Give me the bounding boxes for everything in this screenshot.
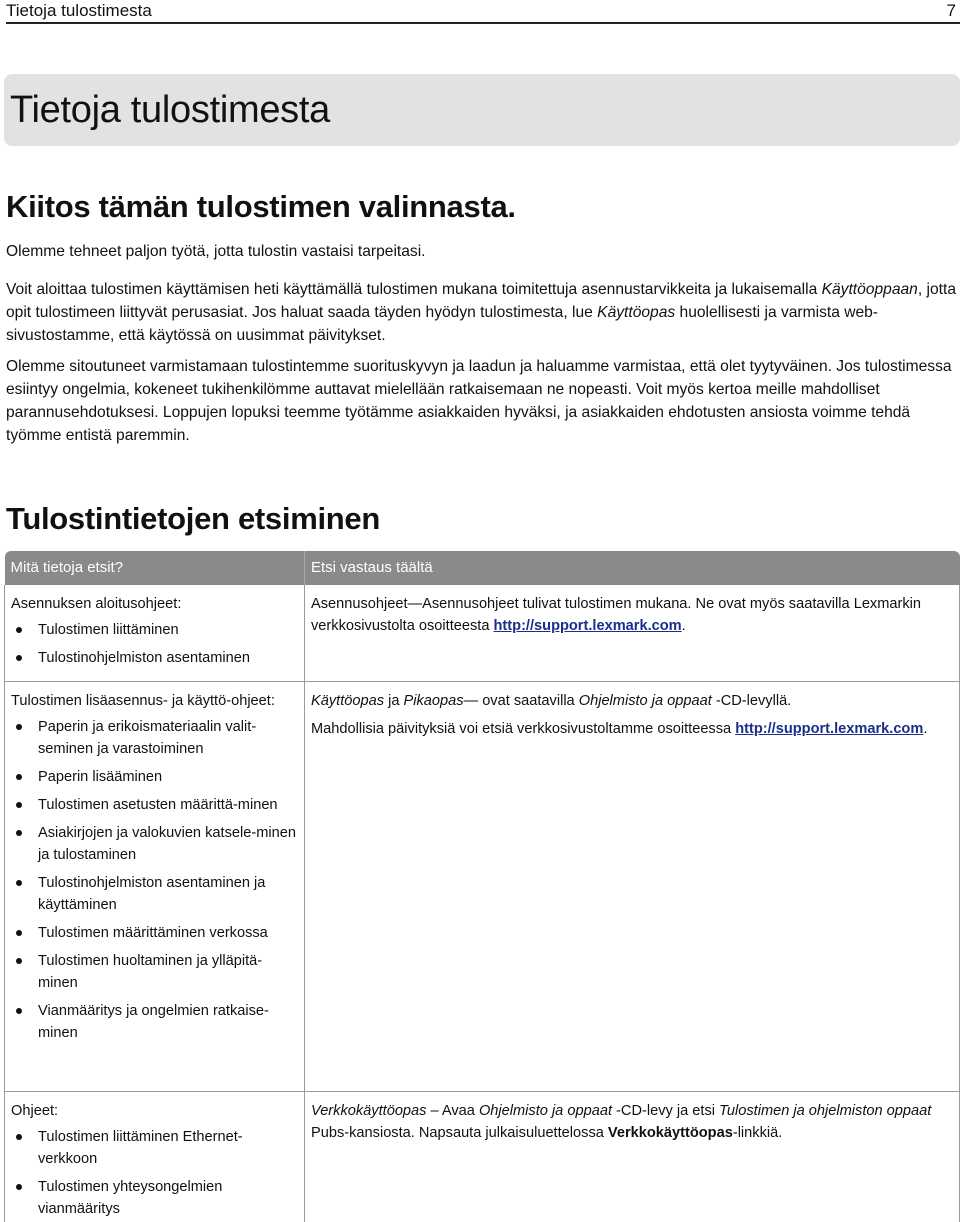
list-item: Vianmääritys ja ongelmien ratkaise-minen xyxy=(11,1000,298,1044)
source-text-d: Mahdollisia päivityksiä voi etsiä verkkosivustoltamme osoitteessa xyxy=(311,721,736,737)
column-header-what: Mitä tietoja etsit? xyxy=(5,551,305,585)
table-cell-topic xyxy=(5,682,305,1092)
support-link[interactable]: http://support.lexmark.com xyxy=(493,618,682,634)
intro-paragraph-2 xyxy=(6,278,960,347)
list-item: Tulostimen liittäminen xyxy=(11,619,298,641)
source-text xyxy=(311,690,953,712)
cd-name: Ohjelmisto ja oppaat xyxy=(578,693,712,709)
source-text xyxy=(311,593,953,637)
column-header-where: Etsi vastaus täältä xyxy=(305,551,960,585)
source-text-b: — ovat saatavilla xyxy=(463,693,579,709)
list-item: Tulostimen liittäminen Ethernet-verkkoon xyxy=(11,1126,298,1170)
list-item: Asiakirjojen ja valokuvien katsele-minen ja tulostaminen xyxy=(11,822,298,866)
chapter-title: Tietoja tulostimesta xyxy=(10,89,330,131)
list-item: Tulostinohjelmiston asentaminen xyxy=(11,647,298,669)
link-name: Verkkokäyttöopas xyxy=(607,1125,733,1141)
table-row xyxy=(5,682,960,1092)
folder-name: Tulostimen ja ohjelmiston oppaat xyxy=(719,1103,932,1119)
source-text-a: ja xyxy=(384,693,404,709)
list-item: Tulostimen määrittäminen verkossa xyxy=(11,922,298,944)
intro-p2-emphasis-1: Käyttöoppaan xyxy=(821,281,918,298)
source-text-c: -CD-levyllä. xyxy=(711,693,792,709)
table-cell-source xyxy=(305,1092,960,1222)
source-text-d: -linkkiä. xyxy=(732,1125,783,1141)
source-text-c: Pubs-kansiosta. Napsauta julkaisuluettelossa xyxy=(311,1125,608,1141)
table-row xyxy=(5,1092,960,1222)
section-title-find-info: Tulostintietojen etsiminen xyxy=(6,501,380,536)
list-item: Paperin ja erikoismateriaalin valit-seminen ja varastoiminen xyxy=(11,716,298,760)
guide-name: Käyttöopas xyxy=(311,693,385,709)
page-number: 7 xyxy=(946,1,956,20)
source-text-a: – Avaa xyxy=(426,1103,479,1119)
source-text-updates xyxy=(311,718,953,740)
intro-paragraph-3: Olemme sitoutuneet varmistamaan tulostintemme suorituskyvyn ja laadun ja haluamme varmistaa, että olet tyytyväinen. Jos tulostimessa esiintyy ongelmia, kokeneet tukihenkilömme auttavat mielellään ratkaisemaan ne nopeasti. Voit myös kertoa meille mahdolliset parannusehdotuksesi. Loppujen lopuksi teemme työtämme asiakkaiden hyväksi, ja asiakkaiden ehdotusten ansiosta voimme tehdä työmme entistä paremmin. xyxy=(6,358,952,444)
cell-heading: Asennuksen aloitusohjeet: xyxy=(11,596,182,612)
table-row xyxy=(5,585,960,682)
running-header-title: Tietoja tulostimesta xyxy=(6,1,152,20)
chapter-title-bar xyxy=(4,74,960,146)
source-text-b: . xyxy=(681,618,686,634)
cell-heading: Tulostimen lisäasennus- ja käyttö-ohjeet: xyxy=(11,693,275,709)
bullet-list xyxy=(11,619,298,669)
table-cell-source xyxy=(305,682,960,1092)
list-item: Tulostinohjelmiston asentaminen ja käyttäminen xyxy=(11,872,298,916)
bullet-list xyxy=(11,716,298,1044)
section-title-thanks: Kiitos tämän tulostimen valinnasta. xyxy=(6,189,516,224)
intro-p2-text-b: , jotta opit tulostimeen liittyvät perusasiat. Jos haluat saada täyden hyödyn tulostimesta, lue xyxy=(6,281,956,321)
running-header xyxy=(6,0,960,24)
intro-p2-text-a: Voit aloittaa tulostimen käyttämisen heti käyttämällä tulostimen mukana toimitettuja asennustarvikkeita ja lukaisemalla xyxy=(6,281,822,298)
intro-paragraph-1: Olemme tehneet paljon työtä, jotta tulostin vastaisi tarpeitasi. xyxy=(6,243,426,260)
source-text-e: . xyxy=(923,721,928,737)
info-table xyxy=(4,551,960,1222)
list-item: Tulostimen yhteysongelmien vianmääritys xyxy=(11,1176,298,1220)
cd-name: Ohjelmisto ja oppaat xyxy=(478,1103,612,1119)
source-text-b: -CD-levy ja etsi xyxy=(612,1103,720,1119)
guide-name: Verkkokäyttöopas xyxy=(311,1103,427,1119)
support-link[interactable]: http://support.lexmark.com xyxy=(735,721,924,737)
source-text xyxy=(311,1100,953,1144)
list-item: Paperin lisääminen xyxy=(11,766,298,788)
table-header-row xyxy=(5,551,960,585)
intro-p2-emphasis-2: Käyttöopas xyxy=(597,304,676,321)
source-text-a: Asennusohjeet—Asennusohjeet tulivat tulostimen mukana. Ne ovat myös saatavilla Lexmarkin verkkosivustolta osoitteesta xyxy=(311,596,922,634)
guide-name: Pikaopas xyxy=(403,693,464,709)
list-item: Tulostimen asetusten määrittä-minen xyxy=(11,794,298,816)
intro-text xyxy=(6,240,960,457)
table-cell-topic xyxy=(5,1092,305,1222)
cell-heading: Ohjeet: xyxy=(11,1103,59,1119)
list-item: Tulostimen huoltaminen ja ylläpitä-minen xyxy=(11,950,298,994)
intro-p2-text-c: huolellisesti ja varmista web-sivustostamme, että käytössä on uusimmat päivitykset. xyxy=(6,304,878,344)
bullet-list xyxy=(11,1126,298,1220)
table-cell-source xyxy=(305,585,960,682)
table-cell-topic xyxy=(5,585,305,682)
